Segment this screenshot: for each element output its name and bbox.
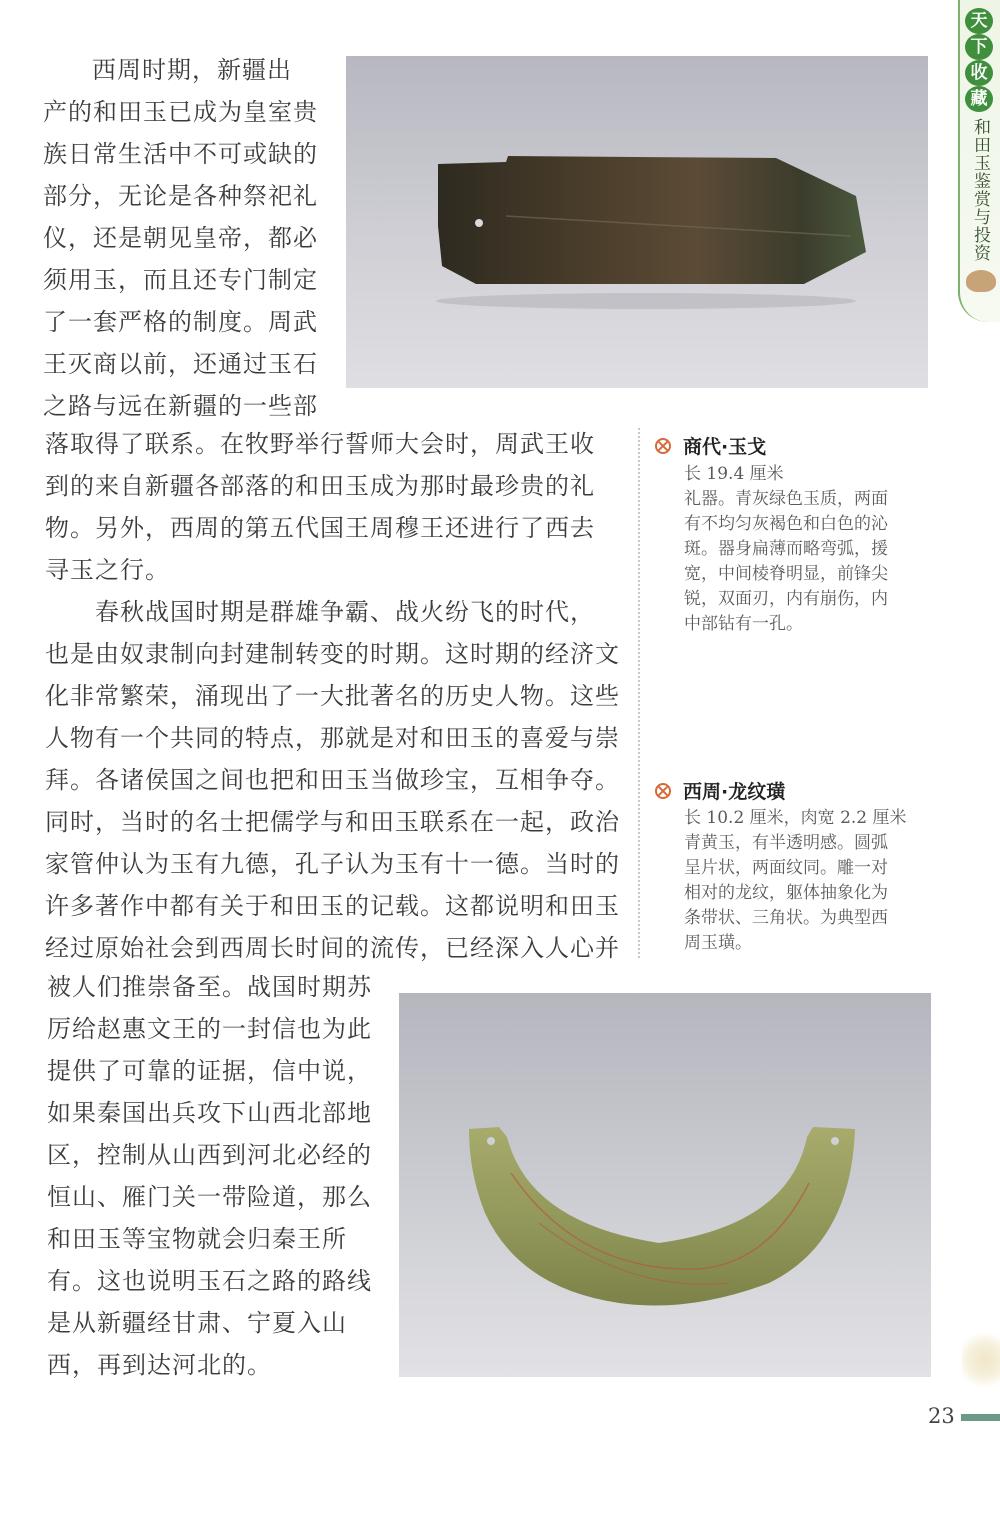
caption-line: 锐，双面刃，内有崩伤，内 xyxy=(684,589,888,609)
body-line: 寻玉之行。 xyxy=(45,556,170,584)
body-line: 家管仲认为玉有九德，孔子认为玉有十一德。当时的 xyxy=(45,850,620,878)
caption-line: 相对的龙纹，躯体抽象化为 xyxy=(684,883,888,903)
jade-ge-illustration xyxy=(346,56,928,388)
body-line: 到的来自新疆各部落的和田玉成为那时最珍贵的礼 xyxy=(45,472,595,500)
caption-bullet-icon xyxy=(655,438,671,454)
caption-line: 条带状、三角状。为典型西 xyxy=(684,908,888,928)
caption-line: 礼器。青灰绿色玉质，两面 xyxy=(684,489,888,509)
dragon-huang-illustration xyxy=(399,993,931,1377)
body-line: 物。另外，西周的第五代国王周穆王还进行了西去 xyxy=(45,514,595,542)
body-line: 人物有一个共同的特点，那就是对和田玉的喜爱与崇 xyxy=(45,724,620,752)
body-line: 之路与远在新疆的一些部 xyxy=(43,392,318,420)
body-line: 部分，无论是各种祭祀礼 xyxy=(43,182,318,210)
body-line: 有。这也说明玉石之路的路线 xyxy=(47,1267,372,1295)
body-line: 族日常生活中不可或缺的 xyxy=(43,140,318,168)
body-line: 落取得了联系。在牧野举行誓师大会时，周武王收 xyxy=(45,430,595,458)
caption-line: 宽，中间棱脊明显，前锋尖 xyxy=(684,564,888,584)
body-line: 恒山、雁门关一带险道，那么 xyxy=(47,1183,372,1211)
caption-line: 长 10.2 厘米，肉宽 2.2 厘米 xyxy=(684,808,907,828)
caption-line: 周玉璜。 xyxy=(684,933,752,953)
caption-title: 商代·玉戈 xyxy=(683,436,767,458)
body-line: 同时，当时的名士把儒学与和田玉联系在一起，政治 xyxy=(45,808,620,836)
book-title-vertical: 和田玉鉴赏与投资 xyxy=(970,118,990,262)
caption-line: 呈片状，两面纹同。雕一对 xyxy=(684,858,888,878)
page-number: 23 xyxy=(928,1404,955,1428)
body-line: 是从新疆经甘肃、宁夏入山 xyxy=(47,1309,347,1337)
series-seal-char: 下 xyxy=(965,34,993,60)
body-line: 西周时期，新疆出 xyxy=(92,56,292,84)
caption-line: 中部钻有一孔。 xyxy=(684,614,803,634)
body-line: 厉给赵惠文王的一封信也为此 xyxy=(47,1015,372,1043)
teapot-icon xyxy=(966,270,996,292)
body-line: 区，控制从山西到河北必经的 xyxy=(47,1141,372,1169)
caption-title: 西周·龙纹璜 xyxy=(683,781,786,803)
body-line: 也是由奴隶制向封建制转变的时期。这时期的经济文 xyxy=(45,640,620,668)
column-divider xyxy=(638,428,640,958)
body-line: 化非常繁荣，涌现出了一大批著名的历史人物。这些 xyxy=(45,682,620,710)
body-line: 须用玉，而且还专门制定 xyxy=(43,266,318,294)
body-line: 了一套严格的制度。周武 xyxy=(43,308,318,336)
caption-bullet-icon xyxy=(655,783,671,799)
page-number-bar xyxy=(961,1414,1000,1421)
dragon-huang-photo xyxy=(399,993,931,1377)
series-seal-char: 天 xyxy=(965,8,993,34)
caption-line: 青黄玉，有半透明感。圆弧 xyxy=(684,833,888,853)
body-line: 仪，还是朝见皇帝，都必 xyxy=(43,224,318,252)
caption-line: 长 19.4 厘米 xyxy=(684,464,784,484)
body-line: 提供了可靠的证据，信中说， xyxy=(47,1057,372,1085)
body-line: 和田玉等宝物就会归秦王所 xyxy=(47,1225,347,1253)
body-line: 春秋战国时期是群雄争霸、战火纷飞的时代， xyxy=(95,598,595,626)
caption-line: 有不均匀灰褐色和白色的沁 xyxy=(684,514,888,534)
caption-line: 斑。器身扁薄而略弯弧，援 xyxy=(684,539,888,559)
body-line: 如果秦国出兵攻下山西北部地 xyxy=(47,1099,372,1127)
series-seal-char: 收 xyxy=(965,60,993,86)
body-line: 许多著作中都有关于和田玉的记载。这都说明和田玉 xyxy=(45,892,620,920)
body-line: 被人们推崇备至。战国时期苏 xyxy=(47,973,372,1001)
body-line: 产的和田玉已成为皇室贵 xyxy=(43,98,318,126)
body-line: 王灭商以前，还通过玉石 xyxy=(43,350,318,378)
series-seal-char: 藏 xyxy=(965,86,993,112)
jade-ge-photo xyxy=(346,56,928,388)
body-line: 西，再到达河北的。 xyxy=(47,1351,272,1379)
flower-decoration-icon xyxy=(962,1330,1000,1390)
body-line: 拜。各诸侯国之间也把和田玉当做珍宝，互相争夺。 xyxy=(45,766,620,794)
body-line: 经过原始社会到西周长时间的流传，已经深入人心并 xyxy=(45,934,620,962)
